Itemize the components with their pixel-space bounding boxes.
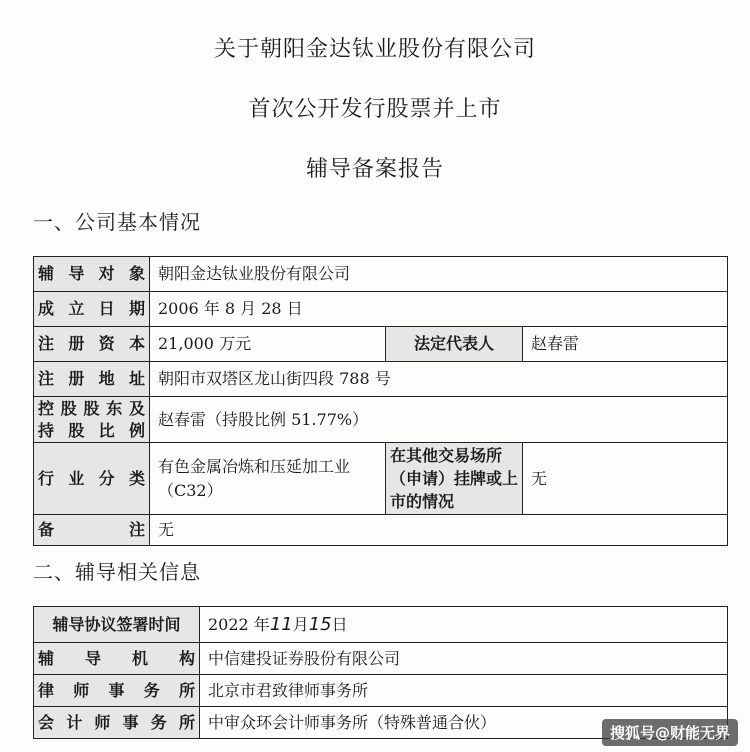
remark-value: 无 <box>150 515 728 546</box>
holder-value: 赵春雷（持股比例 51.77%） <box>150 397 728 443</box>
handwritten-month: 11 <box>269 613 293 635</box>
target-label: 辅导对象 <box>34 257 150 292</box>
target-value: 朝阳金达钛业股份有限公司 <box>150 257 728 292</box>
table-row <box>34 515 728 546</box>
table-row <box>34 643 728 675</box>
section-heading-tutoring-info: 二、辅导相关信息 <box>33 560 201 584</box>
sign-time-label: 辅导协议签署时间 <box>34 607 200 643</box>
legal-rep-value: 赵春雷 <box>523 327 728 362</box>
listing-label: 在其他交易场所（申请）挂牌或上市的情况 <box>386 443 523 515</box>
address-value: 朝阳市双塔区龙山街四段 788 号 <box>150 362 728 397</box>
listing-value: 无 <box>523 443 728 515</box>
table-row <box>34 607 728 643</box>
table-row <box>34 257 728 292</box>
legal-rep-label: 法定代表人 <box>386 327 523 362</box>
table-row <box>34 362 728 397</box>
industry-label: 行业分类 <box>34 443 150 515</box>
watermark-badge: 搜狐号@财能无界 <box>602 719 738 746</box>
industry-value: 有色金属冶炼和压延加工业（C32） <box>150 443 386 515</box>
sign-time-value: 2022 年11月15日 <box>200 607 728 643</box>
accounting-firm-label: 会计师事务所 <box>34 707 200 739</box>
agency-label: 辅导机构 <box>34 643 200 675</box>
holder-label: 控股股东及 持股比例 <box>34 397 150 443</box>
title-line-3: 辅导备案报告 <box>305 157 444 182</box>
founded-value: 2006 年 8 月 28 日 <box>150 292 728 327</box>
capital-label: 注册资本 <box>34 327 150 362</box>
founded-label: 成立日期 <box>34 292 150 327</box>
agency-value: 中信建投证券股份有限公司 <box>200 643 728 675</box>
table-row <box>34 675 728 707</box>
title-line-2: 首次公开发行股票并上市 <box>248 97 502 122</box>
table-row <box>34 397 728 443</box>
capital-value: 21,000 万元 <box>150 327 386 362</box>
table-row <box>34 443 728 515</box>
address-label: 注册地址 <box>34 362 150 397</box>
table-row <box>34 292 728 327</box>
law-firm-label: 律师事务所 <box>34 675 200 707</box>
law-firm-value: 北京市君致律师事务所 <box>200 675 728 707</box>
remark-label: 备注 <box>34 515 150 546</box>
table-row <box>34 327 728 362</box>
handwritten-day: 15 <box>308 613 332 635</box>
title-line-1: 关于朝阳金达钛业股份有限公司 <box>213 37 536 62</box>
section-heading-basic-info: 一、公司基本情况 <box>33 210 201 234</box>
accounting-firm-value: 中审众环会计师事务所（特殊普通合伙） <box>200 707 728 739</box>
basic-info-table <box>33 256 728 546</box>
